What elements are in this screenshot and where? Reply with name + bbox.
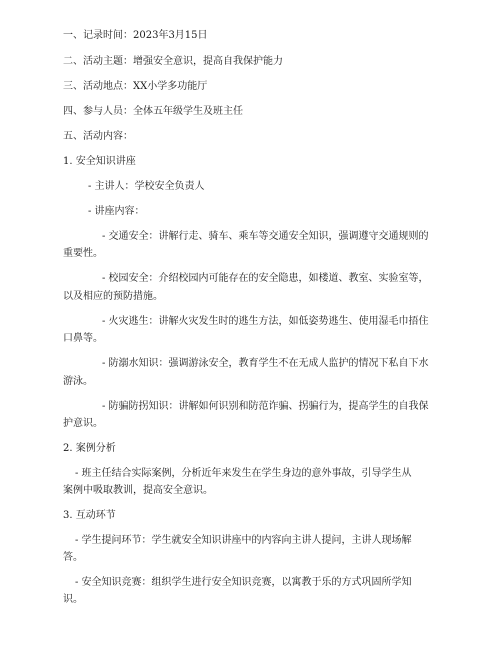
traffic-safety-line-2: 重要性。 bbox=[63, 248, 103, 259]
fire-escape-line-2: 口鼻等。 bbox=[63, 333, 103, 344]
fraud-prevention-line-1: - 防骗防拐知识：讲解如何识别和防范诈骗、拐骗行为，提高学生的自我保 bbox=[102, 401, 429, 412]
lecture-speaker: - 主讲人：学校安全负责人 bbox=[88, 181, 205, 192]
case-analysis-line-1: - 班主任结合实际案例，分析近年来发生在学生身边的意外事故，引导学生从 bbox=[75, 468, 412, 479]
campus-safety-line-1: - 校园安全：介绍校园内可能存在的安全隐患，如楼道、教室、实验室等， bbox=[102, 273, 429, 284]
drowning-line-1: - 防溺水知识：强调游泳安全，教育学生不在无成人监护的情况下私自下水 bbox=[102, 358, 429, 369]
fire-escape-line-1: - 火灾逃生：讲解火灾发生时的逃生方法，如低姿势逃生、使用湿毛巾捂住 bbox=[102, 316, 429, 327]
section-1-title: 1. 安全知识讲座 bbox=[63, 156, 136, 167]
safety-quiz-line-2: 识。 bbox=[63, 594, 83, 605]
section-3-title: 3. 互动环节 bbox=[63, 510, 116, 521]
safety-quiz-line-1: - 安全知识竞赛：组织学生进行安全知识竞赛，以寓教于乐的方式巩固所学知 bbox=[75, 577, 412, 588]
activity-content-heading: 五、活动内容： bbox=[63, 131, 133, 142]
activity-theme: 二、活动主题：增强安全意识，提高自我保护能力 bbox=[63, 56, 283, 67]
activity-location: 三、活动地点：XX小学多功能厅 bbox=[63, 81, 208, 92]
fraud-prevention-line-2: 护意识。 bbox=[63, 418, 103, 429]
lecture-content-label: - 讲座内容： bbox=[88, 206, 145, 217]
campus-safety-line-2: 以及相应的预防措施。 bbox=[63, 291, 163, 302]
section-2-title: 2. 案例分析 bbox=[63, 443, 116, 454]
record-time: 一、记录时间：2023年3月15日 bbox=[63, 30, 208, 41]
drowning-line-2: 游泳。 bbox=[63, 376, 93, 387]
traffic-safety-line-1: - 交通安全：讲解行走、骑车、乘车等交通安全知识，强调遵守交通规则的 bbox=[102, 231, 429, 242]
student-question-line-2: 答。 bbox=[63, 552, 83, 563]
participants: 四、参与人员：全体五年级学生及班主任 bbox=[63, 106, 243, 117]
student-question-line-1: - 学生提问环节：学生就安全知识讲座中的内容向主讲人提问，主讲人现场解 bbox=[75, 535, 412, 546]
case-analysis-line-2: 案例中吸取教训，提高安全意识。 bbox=[63, 485, 213, 496]
